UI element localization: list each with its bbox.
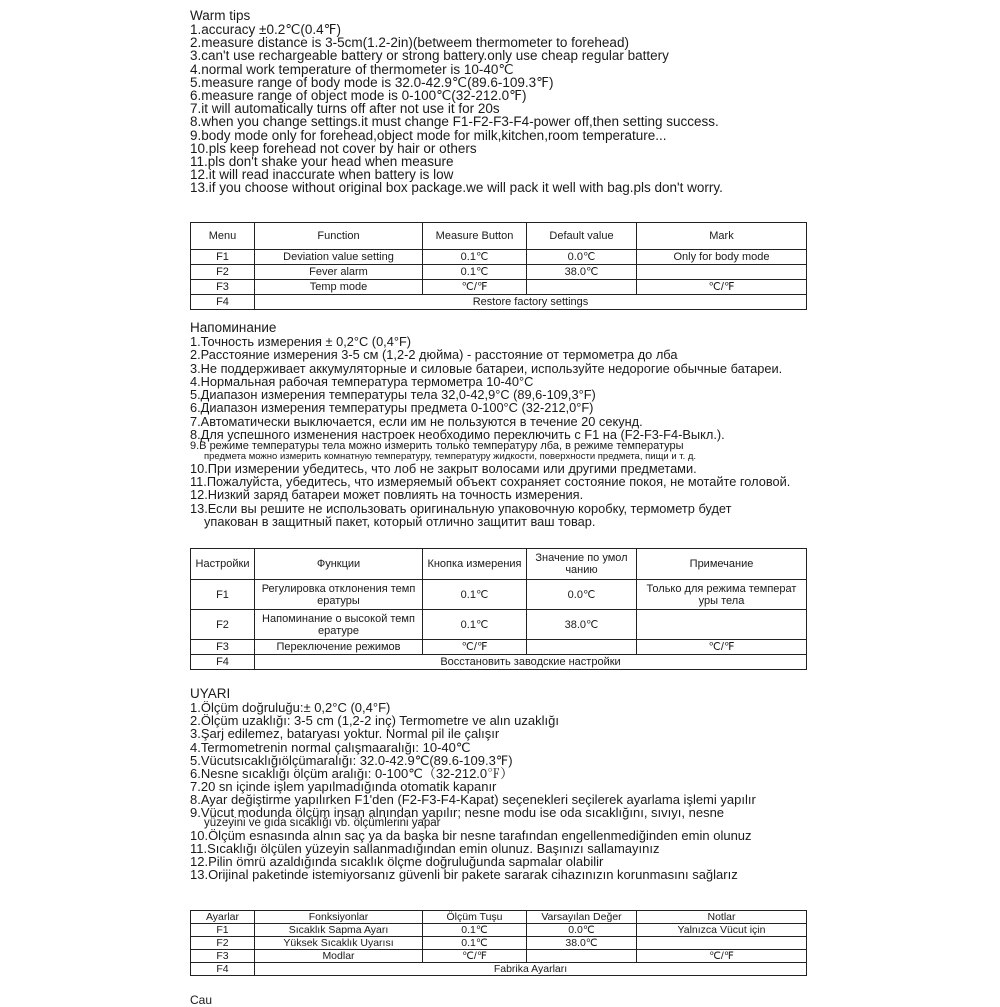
table-cell	[527, 640, 637, 655]
table-cell: Fever alarm	[255, 265, 423, 280]
tip-line: 13.Orijinal paketinde istemiyorsanız güvenli bir pakete sararak cihazınızın korunmasını sağlarız	[190, 867, 738, 883]
russian-tips-title: Напоминание	[190, 320, 277, 335]
tip-line: 2.measure distance is 3-5cm(1.2-2in)(betweem thermometer to forehead)	[190, 35, 629, 51]
table-cell: 0.0℃	[527, 924, 637, 937]
tip-line: 1.Ölçüm doğruluğu:± 0,2°C (0,4°F)	[190, 700, 391, 715]
table-cell: Fabrika Ayarları	[255, 963, 807, 976]
table-row	[191, 950, 807, 963]
table-cell: ℃/℉	[637, 280, 807, 295]
turkish-settings-table	[190, 910, 807, 976]
table-cell: Sıcaklık Sapma Ayarı	[255, 924, 423, 937]
table-cell: 0.0℃	[527, 250, 637, 265]
table-cell: Yüksek Sıcaklık Uyarısı	[255, 937, 423, 950]
tip-line: 11.Sıcaklığı ölçülen yüzeyin sallanmadığından emin olunuz. Başınızı sallamayınız	[190, 840, 660, 856]
tip-line: 2.Ölçüm uzaklığı: 3-5 cm (1,2-2 inç) Termometre ve alın uzaklığı	[190, 713, 559, 729]
tip-line: 13.if you choose without original box package.we will pack it well with bag.pls don't worry.	[190, 180, 723, 196]
table-cell: 38.0℃	[527, 610, 637, 640]
tip-line: 5.Vücutsıcaklığıölçümaralığı: 32.0-42.9℃(89.6-109.3℉)	[190, 752, 513, 768]
table-cell: F3	[191, 640, 255, 655]
header-cell: Примечание	[637, 549, 807, 580]
tip-line: 5.Диапазон измерения температуры тела 32,0-42,9°C (89,6-109,3°F)	[190, 387, 596, 403]
table-cell: Restore factory settings	[255, 295, 807, 310]
table-cell: Deviation value setting	[255, 250, 423, 265]
table-cell: F2	[191, 610, 255, 640]
header-cell: Fonksiyonlar	[255, 911, 423, 924]
russian-settings-table	[190, 548, 807, 670]
english-tips-title: Warm tips	[190, 8, 251, 23]
tip-line: 11.Пожалуйста, убедитесь, что измеряемый объект сохраняет состояние покоя, не мотайте головой.	[190, 474, 791, 490]
table-cell: F4	[191, 655, 255, 670]
table-row	[191, 280, 807, 295]
table-cell: Modlar	[255, 950, 423, 963]
table-cell: Только для режима температ уры тела	[637, 580, 807, 610]
tip-line: 3.can't use rechargeable battery or strong battery.only use cheap regular battery	[190, 48, 669, 64]
table-cell	[637, 610, 807, 640]
header-cell: Function	[255, 223, 423, 250]
header-cell: Ayarlar	[191, 911, 255, 924]
table-cell: Напоминание о высокой темп ературе	[255, 610, 423, 640]
tip-line: 9.В режиме температуры тела можно измерить только температуру лба, в режиме температуры	[190, 440, 684, 453]
table-row	[191, 963, 807, 976]
table-cell: Переключение режимов	[255, 640, 423, 655]
tip-line: 5.measure range of body mode is 32.0-42.9℃(89.6-109.3℉)	[190, 74, 554, 90]
tip-line: 11.pls don't shake your head when measure	[190, 154, 454, 170]
tip-line: 7.20 sn içinde işlem yapılmadığında otomatik kapanır	[190, 779, 497, 795]
table-cell	[527, 280, 637, 295]
table-cell: F4	[191, 295, 255, 310]
tip-line: 12.Pilin ömrü azaldığında sıcaklık ölçme doğruluğunda sapmalar olabilir	[190, 854, 604, 870]
table-header-row	[191, 549, 807, 580]
tip-line: 6.measure range of object mode is 0-100℃(32-212.0℉)	[190, 88, 527, 104]
table-cell: 0.1℃	[423, 610, 527, 640]
tip-line: 1.Точность измерения ± 0,2°C (0,4°F)	[190, 334, 412, 349]
table-cell: F2	[191, 937, 255, 950]
tip-line: 2.Расстояние измерения 3-5 см (1,2-2 дюйма) - расстояние от термометра до лба	[190, 347, 678, 363]
tip-line: 4.Termometrenin normal çalışmaaralığı: 10-40℃	[190, 739, 471, 755]
tip-line: 9.Vücut modunda ölçüm insan alnından yapılır; nesne modu ise oda sıcaklığını, sıvıyı, nesne	[190, 804, 725, 820]
table-row	[191, 295, 807, 310]
header-cell: Varsayılan Değer	[527, 911, 637, 924]
tip-line: 7.it will automatically turns off after not use it for 20s	[190, 101, 500, 117]
table-cell: 0.0℃	[527, 580, 637, 610]
tip-line: 8.Для успешного изменения настроек необходимо переключить с F1 на (F2-F3-F4-Выкл.).	[190, 427, 725, 443]
cut-off-next-section-title: Cau	[190, 993, 213, 1007]
turkish-tips-title: UYARI	[190, 686, 231, 701]
tip-line: 13.Если вы решите не использовать оригинальную упаковочную коробку, термометр будет	[190, 500, 732, 516]
table-row	[191, 610, 807, 640]
table-cell: 0.1℃	[423, 924, 527, 937]
header-cell: Функции	[255, 549, 423, 580]
table-cell	[637, 265, 807, 280]
turkish-tips-section	[190, 686, 810, 881]
table-cell	[527, 950, 637, 963]
table-cell: Регулировка отклонения темп ературы	[255, 580, 423, 610]
table-cell: F1	[191, 580, 255, 610]
header-cell: Measure Button	[423, 223, 527, 250]
table-cell: ℃/℉	[637, 640, 807, 655]
header-cell: Настройки	[191, 549, 255, 580]
header-cell: Значение по умол чанию	[527, 549, 637, 580]
table-cell: ℃/℉	[423, 950, 527, 963]
table-row	[191, 937, 807, 950]
header-cell: Mark	[637, 223, 807, 250]
table-cell: F4	[191, 963, 255, 976]
table-cell: ℃/℉	[423, 280, 527, 295]
tip-line: 7.Автоматически выключается, если им не пользуются в течение 20 секунд.	[190, 413, 643, 429]
table-row	[191, 265, 807, 280]
table-cell: 0.1℃	[423, 937, 527, 950]
header-cell: Ölçüm Tuşu	[423, 911, 527, 924]
table-cell: F3	[191, 280, 255, 295]
table-cell: F1	[191, 924, 255, 937]
table-cell: Temp mode	[255, 280, 423, 295]
tip-line: 12.Низкий заряд батареи может повлиять на точность измерения.	[190, 487, 584, 503]
table-cell: F3	[191, 950, 255, 963]
tip-line: 6.Диапазон измерения температуры предмета 0-100°C (32-212,0°F)	[190, 400, 594, 416]
tip-line-continuation: предмета можно измерить комнатную температуру, температуру жидкости, поверхности предмета, пищи и т. д.	[204, 451, 697, 463]
table-row	[191, 250, 807, 265]
tip-line: 10.Ölçüm esnasında alnın saç ya da başka bir nesne tarafından engellenmediğinden emin olunuz	[190, 827, 752, 843]
table-cell: ℃/℉	[637, 950, 807, 963]
table-cell: 0.1℃	[423, 580, 527, 610]
table-cell: 38.0℃	[527, 265, 637, 280]
russian-tips-section	[190, 320, 810, 528]
table-header-row	[191, 911, 807, 924]
table-cell: Yalnızca Vücut için	[637, 924, 807, 937]
table-row	[191, 640, 807, 655]
tip-line: 12.it will read inaccurate when battery is low	[190, 167, 454, 183]
tip-line: 10.pls keep forehead not cover by hair or others	[190, 140, 477, 156]
table-row	[191, 580, 807, 610]
russian-tips-list	[190, 335, 810, 528]
tip-line: 4.Нормальная рабочая температура термометра 10-40°C	[190, 373, 534, 389]
header-cell: Default value	[527, 223, 637, 250]
tip-line: 1.accuracy ±0.2℃(0.4℉)	[190, 22, 341, 37]
turkish-tips-list	[190, 701, 810, 881]
tip-line: 8.Ayar değiştirme yapılırken F1'den (F2-F3-F4-Kapat) seçenekleri seçilerek ayarlama işlemi yapılır	[190, 792, 756, 808]
header-cell: Menu	[191, 223, 255, 250]
tip-line: 8.when you change settings.it must change F1-F2-F3-F4-power off,then setting success.	[190, 114, 719, 130]
table-row	[191, 655, 807, 670]
tip-line-continuation: yüzeyini ve gıda sıcaklığı vb. ölçümlerini yapar	[204, 816, 441, 829]
table-cell: 0.1℃	[423, 265, 527, 280]
table-cell: F1	[191, 250, 255, 265]
table-row	[191, 924, 807, 937]
english-tips-section	[190, 8, 810, 195]
tip-line: 9.body mode only for forehead,object mode for milk,kitchen,room temperature...	[190, 127, 667, 143]
table-cell: F2	[191, 265, 255, 280]
table-cell: Only for body mode	[637, 250, 807, 265]
tip-line-continuation: упакован в защитный пакет, который отлично защитит ваш товар.	[204, 514, 596, 530]
table-cell	[637, 937, 807, 950]
english-tips-list	[190, 23, 810, 195]
tip-line: 10.При измерении убедитесь, что лоб не закрыт волосами или другими предметами.	[190, 460, 697, 476]
header-cell: Notlar	[637, 911, 807, 924]
tip-line: 6.Nesne sıcaklığı ölçüm aralığı: 0-100℃（32-212.0℉）	[190, 766, 514, 782]
table-cell: 38.0℃	[527, 937, 637, 950]
table-cell: Восстановить заводские настройки	[255, 655, 807, 670]
table-header-row	[191, 223, 807, 250]
table-cell: ℃/℉	[423, 640, 527, 655]
table-cell: 0.1℃	[423, 250, 527, 265]
tip-line: 3.Şarj edilemez, bataryası yoktur. Normal pil ile çalışır	[190, 726, 500, 742]
header-cell: Кнопка измерения	[423, 549, 527, 580]
english-settings-table	[190, 222, 807, 310]
tip-line: 3.Не поддерживает аккумуляторные и силовые батареи, используйте недорогие обычные батареи.	[190, 360, 783, 376]
tip-line: 4.normal work temperature of thermometer is 10-40℃	[190, 61, 514, 77]
